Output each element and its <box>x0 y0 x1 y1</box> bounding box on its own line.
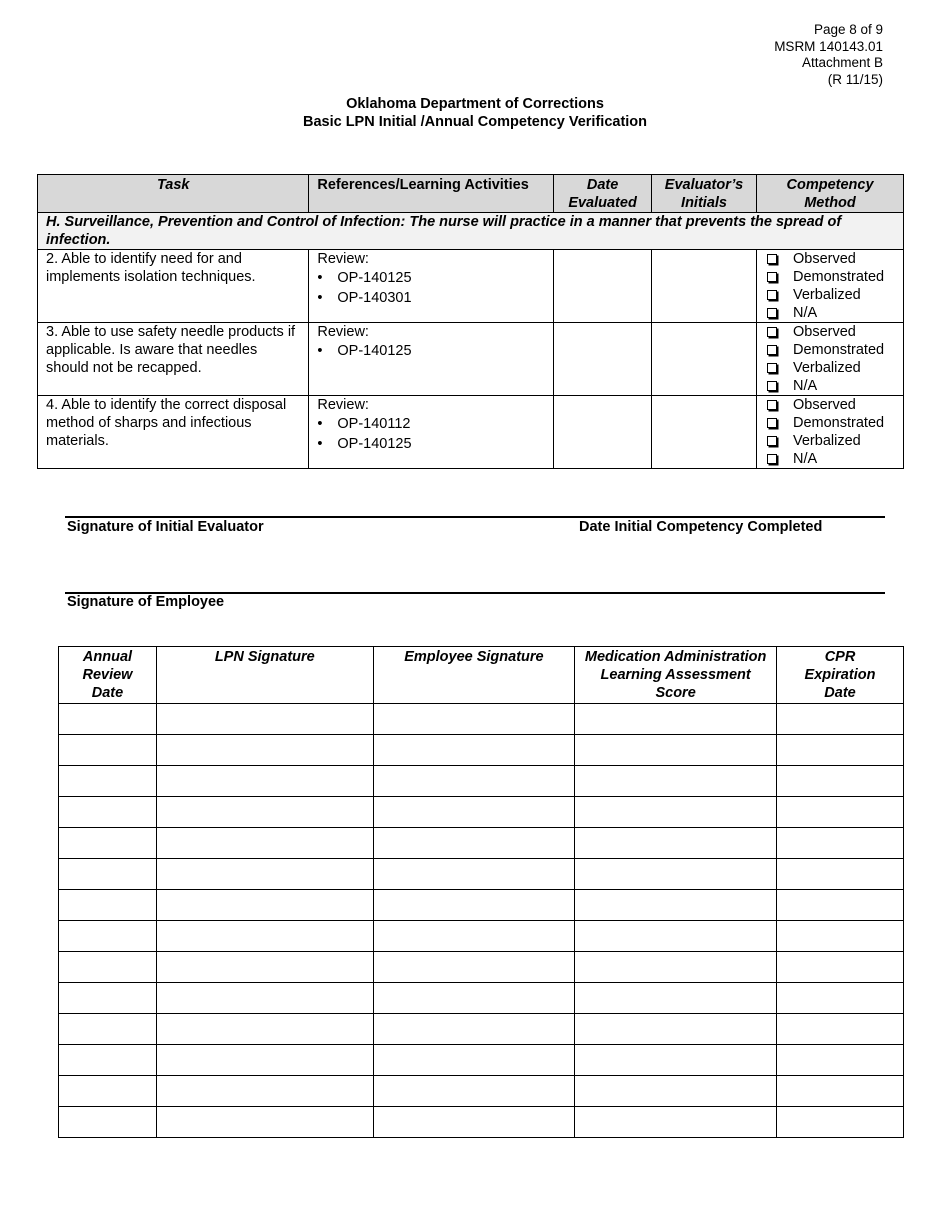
checkbox-icon[interactable] <box>767 418 777 428</box>
annual-review-date-cell[interactable] <box>59 1107 157 1138</box>
cpr-expiration-cell[interactable] <box>777 766 904 797</box>
document-title <box>0 96 950 131</box>
annual-review-row <box>59 766 904 797</box>
lpn-signature-cell[interactable] <box>156 921 373 952</box>
method-label: Observed <box>793 324 856 340</box>
employee-signature-cell[interactable] <box>373 983 575 1014</box>
revision-label: (R 11/15) <box>827 71 883 87</box>
method-label: Demonstrated <box>793 269 885 285</box>
method-list <box>765 396 895 468</box>
checkbox-icon[interactable] <box>767 272 777 282</box>
lpn-signature-cell[interactable] <box>156 859 373 890</box>
employee-signature-cell[interactable] <box>373 766 575 797</box>
annual-review-date-cell[interactable] <box>59 890 157 921</box>
lpn-signature-cell[interactable] <box>156 890 373 921</box>
reference-list <box>317 341 545 361</box>
reference-item: • OP-140112 <box>317 414 545 434</box>
medication-score-cell[interactable] <box>575 921 777 952</box>
medication-score-cell[interactable] <box>575 735 777 766</box>
medication-score-cell[interactable] <box>575 797 777 828</box>
method-option[interactable] <box>765 414 895 432</box>
annual-review-row <box>59 1107 904 1138</box>
medication-score-cell[interactable] <box>575 1076 777 1107</box>
cpr-expiration-cell[interactable] <box>777 859 904 890</box>
reference-list <box>317 414 545 454</box>
method-label: Observed <box>793 251 856 267</box>
task-references <box>309 396 554 469</box>
annual-review-row <box>59 828 904 859</box>
annual-review-row <box>59 797 904 828</box>
medication-score-cell[interactable] <box>575 1045 777 1076</box>
competency-task-table <box>37 174 904 469</box>
lpn-signature-cell[interactable] <box>156 1107 373 1138</box>
evaluator-initials-cell[interactable] <box>652 250 757 323</box>
checkbox-icon[interactable] <box>767 381 777 391</box>
evaluator-initials-cell[interactable] <box>652 396 757 469</box>
reference-list <box>317 268 545 308</box>
method-label: N/A <box>793 378 818 394</box>
document-number: MSRM 140143.01 <box>774 38 883 54</box>
cpr-expiration-cell[interactable] <box>777 952 904 983</box>
task-description: 4. Able to identify the correct disposal method of sharps and infectious materials. <box>38 396 309 469</box>
annual-review-row <box>59 952 904 983</box>
employee-signature-cell[interactable] <box>373 890 575 921</box>
annual-review-row <box>59 735 904 766</box>
annual-review-date-cell[interactable] <box>59 1076 157 1107</box>
competency-method-cell <box>757 396 904 469</box>
method-label: N/A <box>793 305 818 321</box>
checkbox-icon[interactable] <box>767 290 777 300</box>
method-option[interactable] <box>765 377 895 395</box>
header-lpn-signature: LPN Signature <box>156 647 373 704</box>
annual-review-row <box>59 1076 904 1107</box>
title-line-1: Oklahoma Department of Corrections <box>346 96 604 112</box>
method-label: Verbalized <box>793 433 861 449</box>
medication-score-cell[interactable] <box>575 952 777 983</box>
task-references <box>309 250 554 323</box>
employee-signature-cell[interactable] <box>373 1045 575 1076</box>
method-option[interactable] <box>765 341 895 359</box>
initial-evaluator-signature-label: Signature of Initial Evaluator <box>67 519 264 535</box>
header-evaluator-initials: Evaluator’s Initials <box>652 175 757 213</box>
task-description: 2. Able to identify need for and implements isolation techniques. <box>38 250 309 323</box>
annual-review-date-cell[interactable] <box>59 828 157 859</box>
employee-signature-cell[interactable] <box>373 704 575 735</box>
competency-method-cell <box>757 323 904 396</box>
header-date-evaluated: Date Evaluated <box>554 175 652 213</box>
checkbox-icon[interactable] <box>767 254 777 264</box>
annual-review-date-cell[interactable] <box>59 704 157 735</box>
annual-review-date-cell[interactable] <box>59 921 157 952</box>
method-label: Demonstrated <box>793 415 885 431</box>
date-evaluated-cell[interactable] <box>554 250 652 323</box>
medication-score-cell[interactable] <box>575 704 777 735</box>
medication-score-cell[interactable] <box>575 983 777 1014</box>
attachment-label: Attachment B <box>801 55 883 70</box>
annual-review-row <box>59 1045 904 1076</box>
employee-signature-cell[interactable] <box>373 797 575 828</box>
checkbox-icon[interactable] <box>767 345 777 355</box>
cpr-expiration-cell[interactable] <box>777 735 904 766</box>
date-evaluated-cell[interactable] <box>554 396 652 469</box>
review-label: Review: <box>317 397 369 413</box>
annual-review-row <box>59 1014 904 1045</box>
task-row <box>38 396 904 469</box>
document-header-meta <box>774 22 883 88</box>
method-option[interactable] <box>765 359 895 377</box>
checkbox-icon[interactable] <box>767 436 777 446</box>
lpn-signature-cell[interactable] <box>156 952 373 983</box>
review-label: Review: <box>317 324 369 340</box>
annual-review-date-cell[interactable] <box>59 859 157 890</box>
header-annual-review-date: Annual Review Date <box>59 647 157 704</box>
cpr-expiration-cell[interactable] <box>777 1045 904 1076</box>
header-references: References/Learning Activities <box>309 175 554 213</box>
cpr-expiration-cell[interactable] <box>777 983 904 1014</box>
cpr-expiration-cell[interactable] <box>777 704 904 735</box>
method-list <box>765 323 895 395</box>
date-initial-completed-label: Date Initial Competency Completed <box>579 519 823 535</box>
cpr-expiration-cell[interactable] <box>777 1014 904 1045</box>
medication-score-cell[interactable] <box>575 766 777 797</box>
employee-signature-cell[interactable] <box>373 921 575 952</box>
annual-review-date-cell[interactable] <box>59 797 157 828</box>
method-option[interactable] <box>765 432 895 450</box>
medication-score-cell[interactable] <box>575 1014 777 1045</box>
method-option[interactable] <box>765 286 895 304</box>
task-row <box>38 250 904 323</box>
method-label: Demonstrated <box>793 342 885 358</box>
employee-signature-cell[interactable] <box>373 1107 575 1138</box>
task-description: 3. Able to use safety needle products if applicable. Is aware that needles should not be recapped. <box>38 323 309 396</box>
lpn-signature-cell[interactable] <box>156 766 373 797</box>
employee-signature-cell[interactable] <box>373 1076 575 1107</box>
task-references <box>309 323 554 396</box>
method-option[interactable] <box>765 250 895 268</box>
initial-signature-line[interactable] <box>65 516 885 518</box>
header-cpr-expiration: CPR Expiration Date <box>777 647 904 704</box>
method-label: Verbalized <box>793 287 861 303</box>
employee-signature-cell[interactable] <box>373 735 575 766</box>
lpn-signature-cell[interactable] <box>156 1045 373 1076</box>
title-line-2: Basic LPN Initial /Annual Competency Verification <box>302 113 648 130</box>
lpn-signature-cell[interactable] <box>156 1014 373 1045</box>
header-competency-method: Competency Method <box>757 175 904 213</box>
lpn-signature-cell[interactable] <box>156 797 373 828</box>
header-employee-signature: Employee Signature <box>373 647 575 704</box>
competency-method-cell <box>757 250 904 323</box>
task-table-header-row <box>38 175 904 213</box>
annual-review-date-cell[interactable] <box>59 1014 157 1045</box>
cpr-expiration-cell[interactable] <box>777 828 904 859</box>
reference-item: • OP-140125 <box>317 268 545 288</box>
annual-review-date-cell[interactable] <box>59 766 157 797</box>
task-row <box>38 323 904 396</box>
method-option[interactable] <box>765 304 895 322</box>
cpr-expiration-cell[interactable] <box>777 797 904 828</box>
employee-signature-cell[interactable] <box>373 952 575 983</box>
section-heading: H. Surveillance, Prevention and Control of Infection: The nurse will practice in a manner that prevents the spread of infection. <box>38 213 904 250</box>
annual-table-header-row <box>59 647 904 704</box>
annual-review-row <box>59 704 904 735</box>
evaluator-initials-cell[interactable] <box>652 323 757 396</box>
employee-signature-cell[interactable] <box>373 1014 575 1045</box>
employee-signature-cell[interactable] <box>373 828 575 859</box>
reference-item: • OP-140125 <box>317 434 545 454</box>
medication-score-cell[interactable] <box>575 890 777 921</box>
method-list <box>765 250 895 322</box>
reference-item: • OP-140125 <box>317 341 545 361</box>
review-label: Review: <box>317 251 369 267</box>
method-label: Verbalized <box>793 360 861 376</box>
medication-score-cell[interactable] <box>575 1107 777 1138</box>
method-option[interactable] <box>765 396 895 414</box>
lpn-signature-cell[interactable] <box>156 735 373 766</box>
reference-item: • OP-140301 <box>317 288 545 308</box>
annual-review-date-cell[interactable] <box>59 1045 157 1076</box>
annual-review-row <box>59 983 904 1014</box>
lpn-signature-cell[interactable] <box>156 828 373 859</box>
employee-signature-cell[interactable] <box>373 859 575 890</box>
annual-review-date-cell[interactable] <box>59 983 157 1014</box>
lpn-signature-cell[interactable] <box>156 983 373 1014</box>
header-task: Task <box>38 175 309 213</box>
cpr-expiration-cell[interactable] <box>777 921 904 952</box>
date-evaluated-cell[interactable] <box>554 323 652 396</box>
method-option[interactable] <box>765 268 895 286</box>
checkbox-icon[interactable] <box>767 400 777 410</box>
method-option[interactable] <box>765 323 895 341</box>
method-label: N/A <box>793 451 818 467</box>
cpr-expiration-cell[interactable] <box>777 1107 904 1138</box>
page-number: Page 8 of 9 <box>813 22 883 37</box>
employee-signature-label: Signature of Employee <box>67 594 225 610</box>
method-label: Observed <box>793 397 856 413</box>
checkbox-icon[interactable] <box>767 327 777 337</box>
checkbox-icon[interactable] <box>767 454 777 464</box>
header-medication-score: Medication Administration Learning Assessment Score <box>575 647 777 704</box>
annual-review-row <box>59 890 904 921</box>
annual-review-date-cell[interactable] <box>59 952 157 983</box>
annual-review-table <box>58 646 904 1138</box>
medication-score-cell[interactable] <box>575 859 777 890</box>
method-option[interactable] <box>765 450 895 468</box>
medication-score-cell[interactable] <box>575 828 777 859</box>
checkbox-icon[interactable] <box>767 308 777 318</box>
lpn-signature-cell[interactable] <box>156 704 373 735</box>
section-row <box>38 213 904 250</box>
lpn-signature-cell[interactable] <box>156 1076 373 1107</box>
annual-review-row <box>59 859 904 890</box>
cpr-expiration-cell[interactable] <box>777 890 904 921</box>
annual-review-row <box>59 921 904 952</box>
checkbox-icon[interactable] <box>767 363 777 373</box>
cpr-expiration-cell[interactable] <box>777 1076 904 1107</box>
annual-review-date-cell[interactable] <box>59 735 157 766</box>
